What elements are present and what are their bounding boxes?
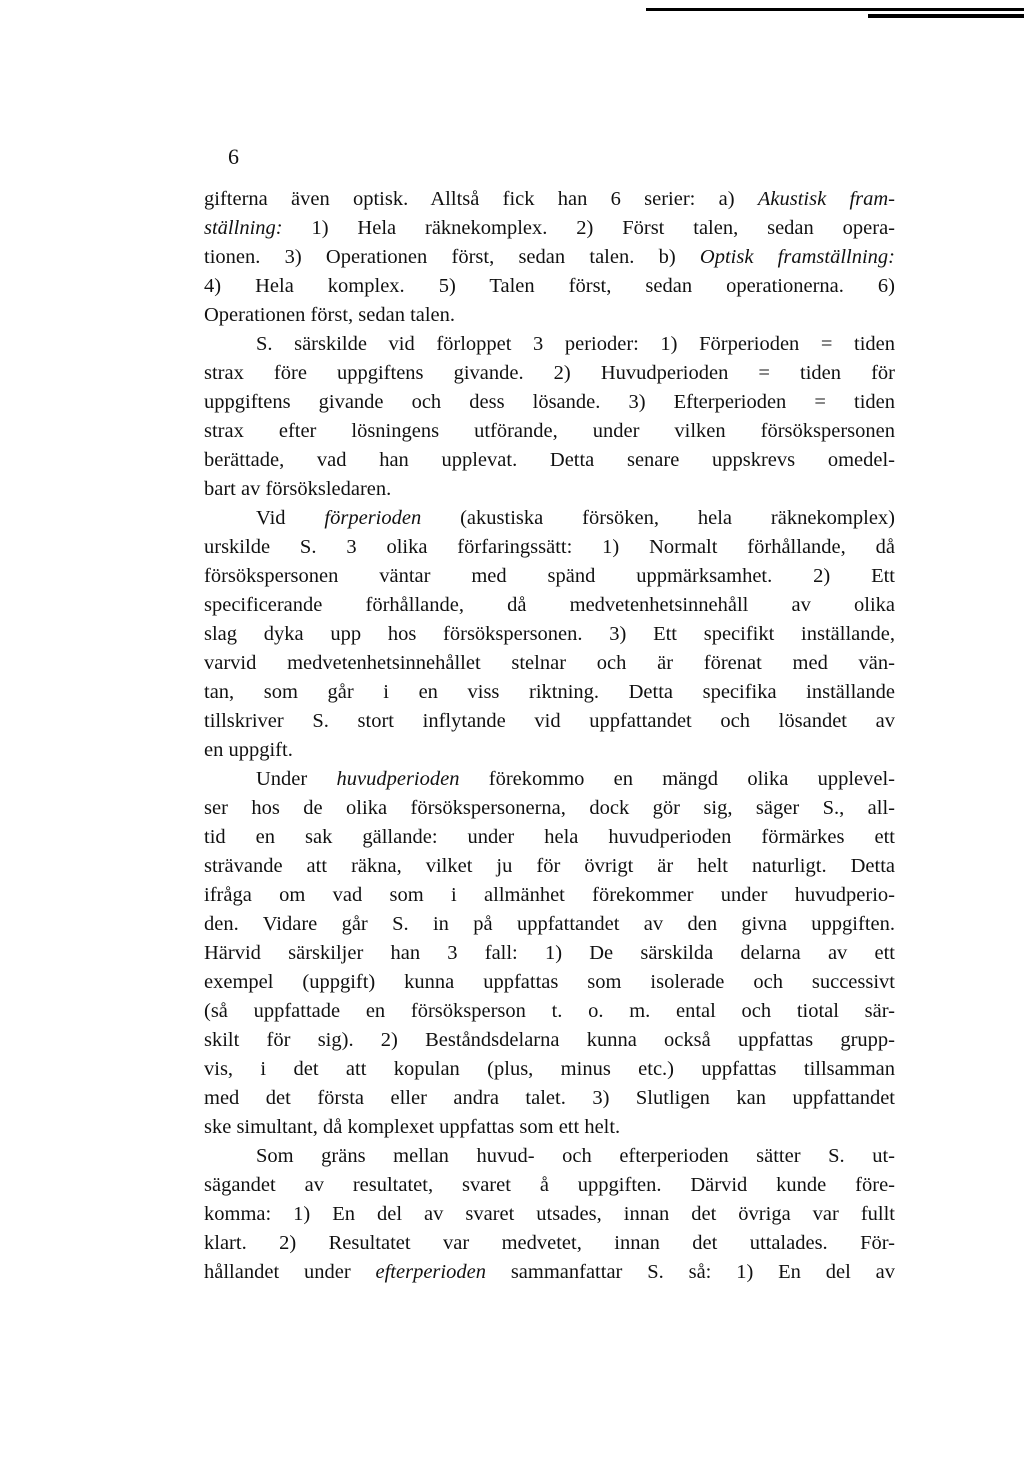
text-run: Vid bbox=[256, 507, 325, 529]
text-line bbox=[204, 272, 895, 301]
text-line bbox=[204, 591, 895, 620]
text-run: Som gräns mellan huvud- och efterperioden sätter S. ut- bbox=[256, 1145, 895, 1167]
text-run: varvid medvetenhetsinnehållet stelnar och är förenat med vän- bbox=[204, 652, 895, 674]
text-line bbox=[204, 446, 895, 475]
text-line bbox=[204, 1258, 895, 1287]
text-run: berättade, vad han upplevat. Detta senare uppskrevs omedel- bbox=[204, 449, 895, 471]
text-line bbox=[204, 1026, 895, 1055]
text-run: urskilde S. 3 olika förfaringssätt: 1) Normalt förhållande, då bbox=[204, 536, 895, 558]
text-line bbox=[204, 475, 895, 504]
text-run: Operationen först, sedan talen. bbox=[204, 304, 456, 326]
text-line bbox=[204, 504, 895, 533]
text-line bbox=[204, 359, 895, 388]
text-line bbox=[204, 243, 895, 272]
text-line bbox=[204, 852, 895, 881]
text-run: bart av försöksledaren. bbox=[204, 478, 392, 500]
text-run: med det första eller andra talet. 3) Slutligen kan uppfattandet bbox=[204, 1087, 895, 1109]
text-run: sägandet av resultatet, svaret å uppgiften. Därvid kunde före- bbox=[204, 1174, 895, 1196]
text-line bbox=[204, 417, 895, 446]
text-line bbox=[204, 765, 895, 794]
text-run: ifråga om vad som i allmänhet förekommer under huvudperio- bbox=[204, 884, 895, 906]
text-run: S. särskilde vid förloppet 3 perioder: 1) Förperioden = tiden bbox=[256, 333, 895, 355]
text-line bbox=[204, 881, 895, 910]
text-line bbox=[204, 620, 895, 649]
scan-edge-rule bbox=[646, 8, 1024, 11]
text-run: en uppgift. bbox=[204, 739, 293, 761]
text-run: strävande att räkna, vilket ju för övrigt är helt naturligt. Detta bbox=[204, 855, 895, 877]
text-line bbox=[204, 562, 895, 591]
text-run: skilt för sig). 2) Beståndsdelarna kunna också uppfattas grupp- bbox=[204, 1029, 895, 1051]
text-run: 4) Hela komplex. 5) Talen först, sedan operationerna. 6) bbox=[204, 275, 895, 297]
text-line bbox=[204, 707, 895, 736]
text-line bbox=[204, 533, 895, 562]
text-run: hållandet under bbox=[204, 1261, 376, 1283]
text-line bbox=[204, 214, 895, 243]
text-run: tid en sak gällande: under hela huvudperioden förmärkes ett bbox=[204, 826, 895, 848]
text-run: den. Vidare går S. in på uppfattandet av den givna uppgiften. bbox=[204, 913, 895, 935]
text-run: klart. 2) Resultatet var medvetet, innan det uttalades. För- bbox=[204, 1232, 895, 1254]
text-run: Under bbox=[256, 768, 337, 790]
text-line bbox=[204, 997, 895, 1026]
text-run: gifterna även optisk. Alltså fick han 6 serier: a) bbox=[204, 188, 735, 210]
text-line bbox=[204, 823, 895, 852]
text-line bbox=[204, 649, 895, 678]
text-line bbox=[204, 1142, 895, 1171]
text-run: komma: 1) En del av svaret utsades, innan det övriga var fullt bbox=[204, 1203, 895, 1225]
text-line bbox=[204, 1055, 895, 1084]
text-line bbox=[204, 388, 895, 417]
text-line bbox=[204, 968, 895, 997]
emphasized-term: Optisk framställning: bbox=[699, 246, 895, 268]
text-run: strax före uppgiftens givande. 2) Huvudperioden = tiden för bbox=[204, 362, 895, 384]
text-line bbox=[204, 1229, 895, 1258]
text-run: strax efter lösningens utförande, under vilken försökspersonen bbox=[204, 420, 895, 442]
text-line bbox=[204, 1200, 895, 1229]
text-run: (så uppfattade en försöksperson t. o. m. ental och tiotal sär- bbox=[204, 1000, 895, 1022]
text-line bbox=[204, 910, 895, 939]
text-run: förekommo en mängd olika upplevel- bbox=[459, 768, 895, 790]
emphasized-term: ställning: bbox=[204, 217, 283, 239]
text-run: (akustiska försöken, hela räknekomplex) bbox=[421, 507, 895, 529]
text-line bbox=[204, 939, 895, 968]
text-run: tillskriver S. stort inflytande vid uppfattandet och lösandet av bbox=[204, 710, 895, 732]
text-run: ser hos de olika försökspersonerna, dock gör sig, säger S., all- bbox=[204, 797, 895, 819]
text-run: försökspersonen väntar med spänd uppmärksamhet. 2) Ett bbox=[204, 565, 895, 587]
text-line bbox=[204, 1084, 895, 1113]
text-line bbox=[204, 1171, 895, 1200]
text-line bbox=[204, 794, 895, 823]
text-line bbox=[204, 1113, 895, 1142]
emphasized-term: förperioden bbox=[324, 507, 422, 529]
text-run: tionen. 3) Operationen först, sedan talen. b) bbox=[204, 246, 700, 268]
text-line bbox=[204, 330, 895, 359]
text-run: sammanfattar S. så: 1) En del av bbox=[485, 1261, 895, 1283]
emphasized-term: efterperioden bbox=[375, 1261, 486, 1283]
text-line bbox=[204, 678, 895, 707]
text-run: specificerande förhållande, då medvetenhetsinnehåll av olika bbox=[204, 594, 895, 616]
body-text bbox=[204, 185, 895, 1287]
scan-edge-rule bbox=[868, 14, 1024, 18]
text-run: tan, som går i en viss riktning. Detta specifika inställande bbox=[204, 681, 895, 703]
text-run: vis, i det att kopulan (plus, minus etc.) uppfattas tillsamman bbox=[204, 1058, 895, 1080]
text-run: 1) Hela räknekomplex. 2) Först talen, sedan opera- bbox=[282, 217, 895, 239]
text-run: ske simultant, då komplexet uppfattas som ett helt. bbox=[204, 1116, 621, 1138]
text-run: Härvid särskiljer han 3 fall: 1) De särskilda delarna av ett bbox=[204, 942, 895, 964]
text-line bbox=[204, 301, 895, 330]
emphasized-term: huvudperioden bbox=[336, 768, 460, 790]
emphasized-term: Akustisk fram- bbox=[757, 188, 896, 210]
text-run: exempel (uppgift) kunna uppfattas som isolerade och successivt bbox=[204, 971, 895, 993]
text-line bbox=[204, 736, 895, 765]
text-line bbox=[204, 185, 895, 214]
text-run: slag dyka upp hos försökspersonen. 3) Ett specifikt inställande, bbox=[204, 623, 895, 645]
page-number: 6 bbox=[228, 144, 239, 169]
text-run: uppgiftens givande och dess lösande. 3) Efterperioden = tiden bbox=[204, 391, 895, 413]
